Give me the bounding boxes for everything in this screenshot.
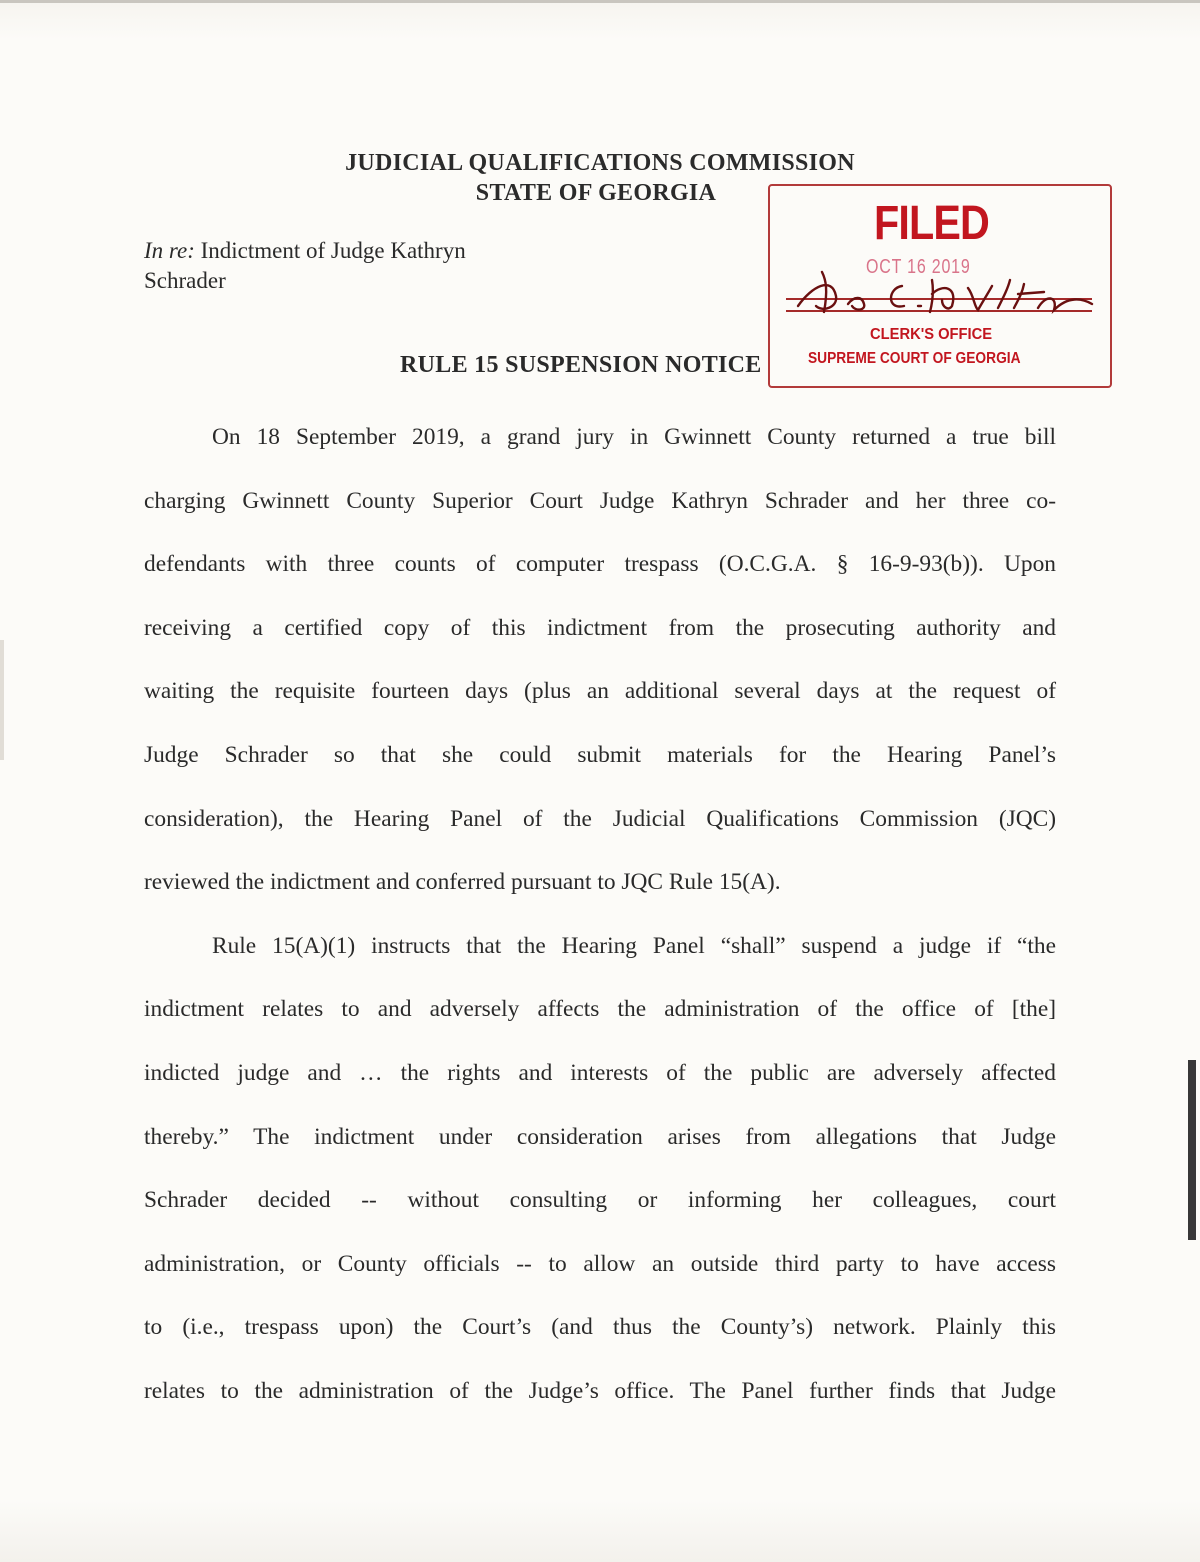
scan-smudge [0, 640, 4, 760]
paragraph-line: charging Gwinnett County Superior Court Judge Kathryn Schrader and her three co- [144, 487, 1056, 514]
case-caption [144, 236, 584, 296]
paragraph-2 [144, 915, 1056, 1424]
paragraph-line: Judge Schrader so that she could submit materials for the Hearing Panel’s [144, 741, 1056, 768]
paragraph-line: to (i.e., trespass upon) the Court’s (and thus the County’s) network. Plainly this [144, 1314, 1056, 1341]
document-body [144, 406, 1056, 1424]
paragraph-line: indicted judge and … the rights and interests of the public are adversely affected [144, 1059, 1056, 1086]
stamp-clerk-office: CLERK'S OFFICE [870, 326, 993, 343]
scan-edge [0, 0, 1200, 3]
commission-name: JUDICIAL QUALIFICATIONS COMMISSION [345, 150, 855, 176]
paragraph-line: Schrader decided -- without consulting or informing her colleagues, court [144, 1187, 1056, 1214]
paragraph-line: Rule 15(A)(1) instructs that the Hearing Panel “shall” suspend a judge if “the [212, 932, 1056, 959]
clerk-signature [792, 266, 1102, 322]
stamp-court-name: SUPREME COURT OF GEORGIA [808, 350, 1021, 367]
paragraph-1 [144, 406, 1056, 915]
paragraph-line: consideration), the Hearing Panel of the Judicial Qualifications Commission (JQC) [144, 805, 1056, 832]
state-name: STATE OF GEORGIA [475, 180, 717, 206]
notice-title: RULE 15 SUSPENSION NOTICE [400, 352, 762, 378]
paragraph-line: receiving a certified copy of this indictment from the prosecuting authority and [144, 614, 1056, 641]
paragraph-line: waiting the requisite fourteen days (plus an additional several days at the request of [144, 678, 1056, 705]
paragraph-line: thereby.” The indictment under consideration arises from allegations that Judge [144, 1123, 1056, 1150]
scan-smudge [1188, 1060, 1196, 1240]
stamp-date: OCT 16 2019 [866, 256, 971, 278]
stamp-filed-label: FILED [874, 197, 989, 250]
caption-subject-line1: Indictment of Judge Kathryn [194, 238, 466, 263]
filed-stamp [768, 184, 1112, 388]
paragraph-line: administration, or County officials -- to allow an outside third party to have access [144, 1250, 1056, 1277]
caption-subject-line2: Schrader [144, 268, 226, 293]
paragraph-line: reviewed the indictment and conferred pursuant to JQC Rule 15(A). [144, 869, 781, 896]
in-re-label: In re: [144, 238, 195, 263]
paragraph-line: indictment relates to and adversely affects the administration of the office of [the] [144, 996, 1056, 1023]
paragraph-line: On 18 September 2019, a grand jury in Gwinnett County returned a true bill [212, 424, 1056, 450]
paragraph-line: defendants with three counts of computer trespass (O.C.G.A. § 16-9-93(b)). Upon [144, 551, 1056, 578]
paragraph-line: relates to the administration of the Judge’s office. The Panel further finds that Judge [144, 1377, 1056, 1404]
